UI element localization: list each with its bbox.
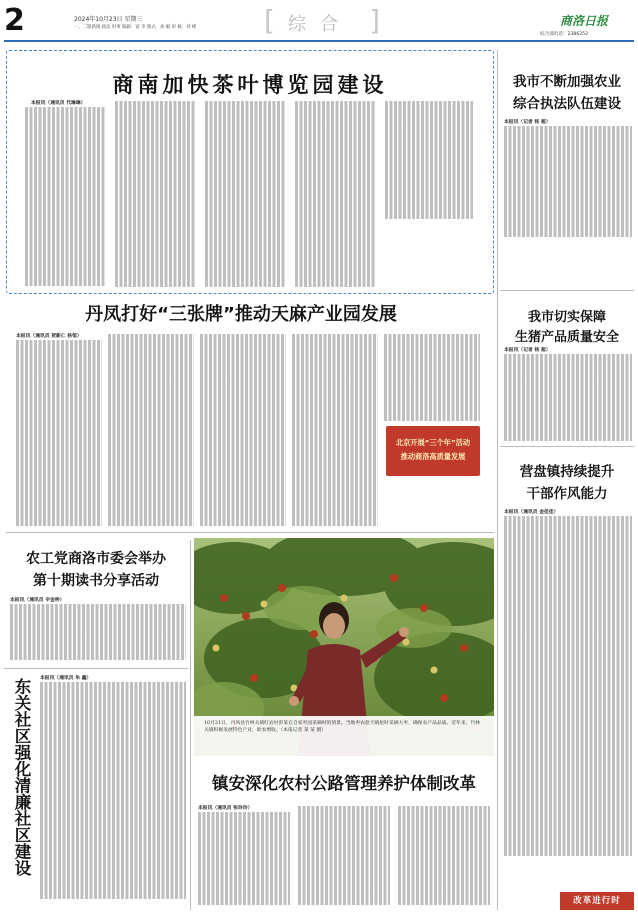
article-cadre-style [500,452,634,864]
body-col-4 [292,334,378,526]
campaign-banner [386,426,480,476]
article-rural-roads [194,762,494,910]
headline: 商南加快茶叶博览园建设 [112,73,388,97]
banner-line2: 推动商洛高质量发展 [400,452,466,461]
article-tianma-park [6,300,494,532]
headline-line1: 农工党商洛市委会举办 [26,551,166,567]
news-photo [194,538,494,756]
body-col-3 [205,101,285,287]
body [504,354,632,442]
headline: 丹凤打好“三张牌”推动天麻产业园发展 [85,304,397,325]
article-pork-safety [500,296,634,446]
headline-line1: 我市不断加强农业 [513,74,621,90]
article-agri-enforcement [500,50,634,294]
body [10,604,186,664]
byline: 本报讯（记者 杨 超） [504,348,551,353]
section-title: 综合 [288,14,352,35]
caption-text: 10月21日，丹凤县竹林关镇红岩村彭某在自家枣园采摘时的情景。当地枣农趁天晴抢时采摘大枣，确保农产品品质。近年来，竹林关镇积极发展特色产业，助农增收。（本报记者 某 某 摄） [204,721,481,733]
editor-line: 一、二版新闻·政法 时事 编辑：富 李 版式：孙 编 审 核：刘 彬 [74,25,197,30]
byline: 本报讯（记者 杨 超） [504,120,551,125]
section-box: [ 综合 ] [264,4,380,37]
headline-line2: 第十期读书分享活动 [33,573,159,589]
body [504,516,632,860]
body-col-1 [16,340,102,526]
headline-line1: 我市切实保障 [527,310,606,325]
headline-line1: 营盘镇持续提升 [519,464,615,480]
body-col-4 [295,101,375,287]
byline: 本报讯（通讯员 代琳琳） [31,101,86,106]
body-upper [40,682,186,902]
byline: 本报讯（通讯员 金佳佳） [504,510,559,515]
body-col-2 [298,806,390,908]
body-col-1 [25,107,105,287]
body-col-1 [198,812,290,908]
article-reading-event [4,540,188,668]
headline-line2: 生猪产品质量安全 [514,330,619,345]
banner-line1: 北京开展“三个年”活动 [395,438,471,447]
photo-caption [194,716,494,756]
dept-phone: 综合部电话：2386252 [540,32,589,37]
byline: 本报讯（通讯员 贺新仁 杨恒） [16,334,82,339]
body-col-2 [115,101,195,287]
page-number: 2 [4,3,25,38]
byline: 本报讯（通讯员 张玲玲） [198,806,253,811]
headline-vertical: 东关社区强化清廉社区建设 [12,678,31,876]
body-col-5 [385,101,473,221]
article-clean-community [4,674,188,910]
byline: 本报讯（通讯员 朱 鑫） [40,676,92,681]
headline-line2: 综合执法队伍建设 [513,96,621,112]
footer-banner [560,892,634,910]
body-col-2 [108,334,194,526]
byline: 本报讯（通讯员 辛金桥） [10,598,65,603]
headline-line2: 干部作风能力 [526,486,608,502]
masthead-logo: 商洛日报 [560,14,609,28]
headline: 镇安深化农村公路管理养护体制改革 [212,774,476,793]
body [504,126,632,240]
article-tea-park [6,50,494,294]
footer-slogan: 改革进行时 [573,896,621,906]
page-header [0,0,638,44]
body-col-3 [398,806,490,908]
issue-date: 2024年10月23日 星期三 [74,16,143,23]
body-col-5 [384,334,480,424]
body-col-3 [200,334,286,526]
